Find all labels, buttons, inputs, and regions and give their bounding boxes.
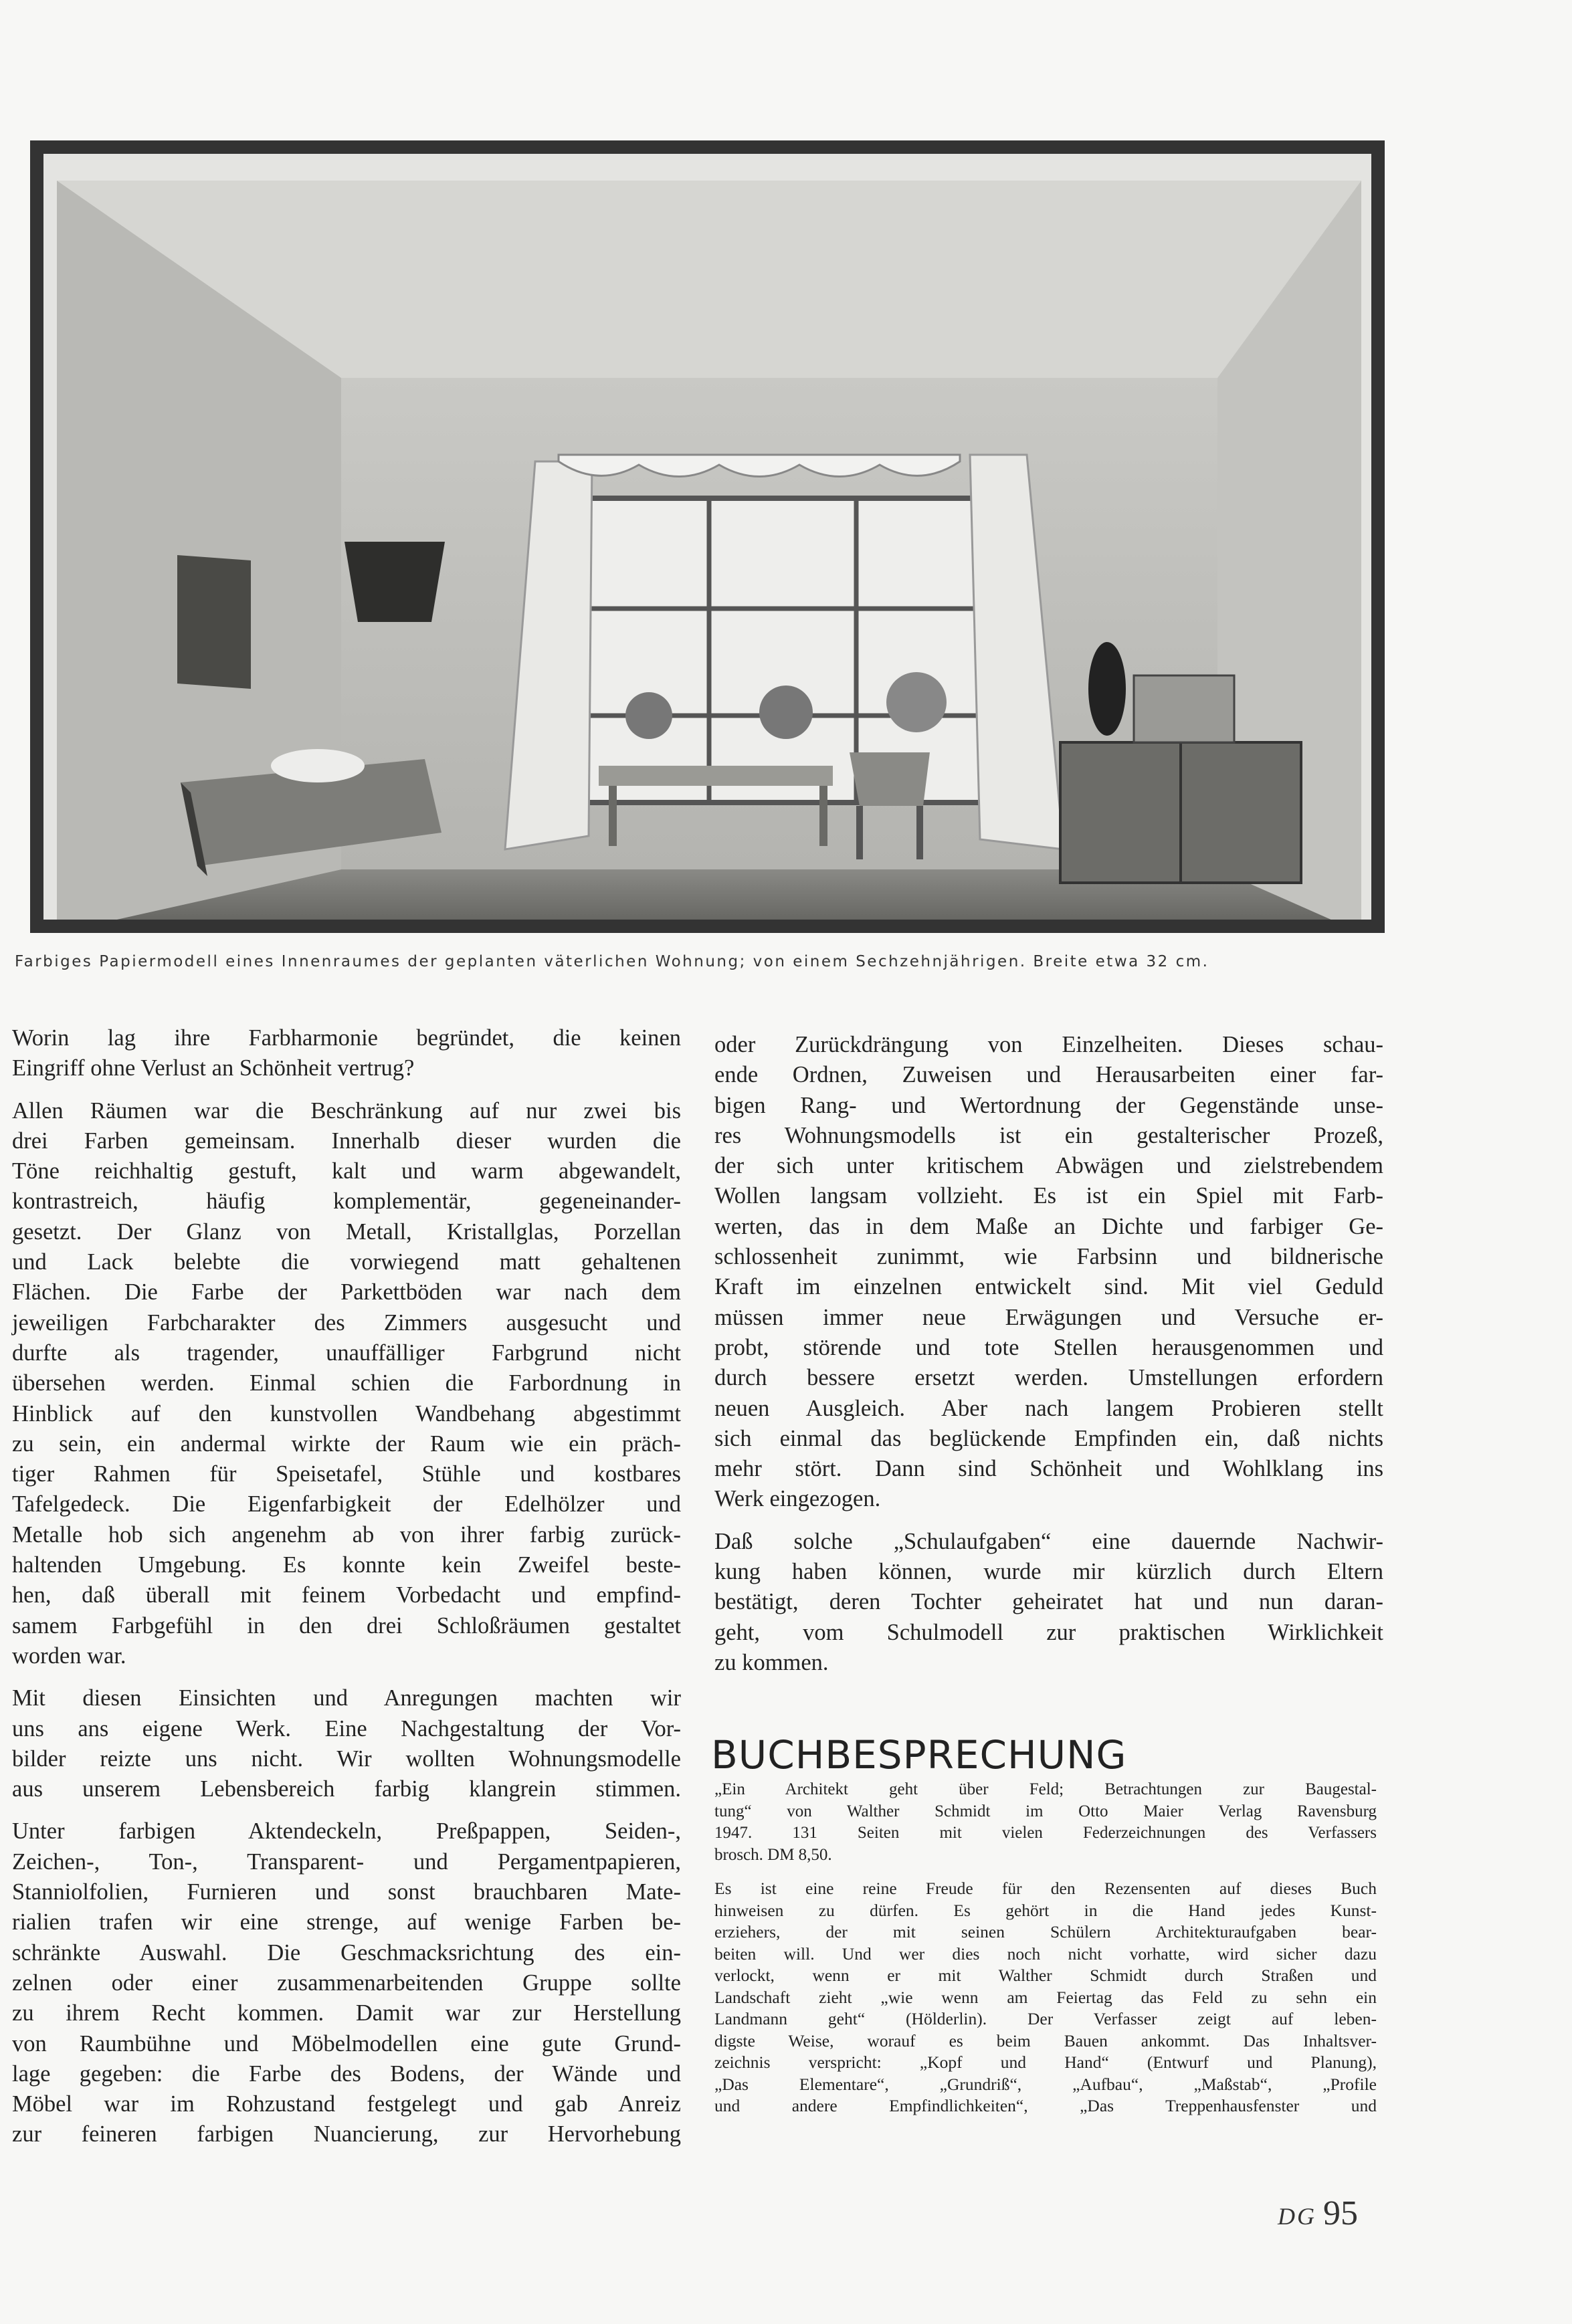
text-line: werten, das in dem Maße an Dichte und farbiger Ge- <box>714 1213 1383 1239</box>
text-line: aus unserem Lebensbereich farbig klangrein stimmen. <box>12 1776 681 1802</box>
text-line: jeweiligen Farbcharakter des Zimmers ausgesucht und <box>12 1309 681 1336</box>
text-line: Wollen langsam vollzieht. Es ist ein Spiel mit Farb- <box>714 1183 1383 1209</box>
text-line: bilder reizte uns nicht. Wir wollten Wohnungsmodelle <box>12 1746 681 1772</box>
text-line: mehr stört. Dann sind Schönheit und Wohlklang ins <box>714 1456 1383 1482</box>
page-number: 95 <box>1323 2194 1358 2232</box>
text-line: Eingriff ohne Verlust an Schönheit vertrug? <box>12 1055 415 1081</box>
text-line: bestätigt, deren Tochter geheiratet hat und nun daran- <box>714 1589 1383 1615</box>
text-line: durfte als tragender, unauffälliger Farbgrund nicht <box>12 1340 681 1366</box>
text-line: neuen Ausgleich. Aber nach langem Probieren stellt <box>714 1395 1383 1421</box>
text-line: samem Farbgefühl in den drei Schloßräumen gestaltet <box>12 1612 681 1639</box>
journal-abbreviation: DG <box>1278 2203 1316 2230</box>
text-line: Landschaft zieht „wie wenn am Feiertag das Feld zu sehn ein <box>714 1987 1377 2007</box>
text-line: „Ein Architekt geht über Feld; Betrachtungen zur Baugestal- <box>714 1780 1377 1798</box>
text-line: tung“ von Walther Schmidt im Otto Maier Verlag Ravensburg <box>714 1802 1377 1820</box>
text-line: erziehers, der mit seinen Schülern Architekturaufgaben bear- <box>714 1922 1377 1941</box>
paragraph <box>12 1023 681 1084</box>
page-folio <box>1278 2194 1358 2233</box>
left-text-column <box>12 1023 681 2162</box>
text-line: Worin lag ihre Farbharmonie begründet, die keinen <box>12 1025 681 1051</box>
text-line: tiger Rahmen für Speisetafel, Stühle und kostbares <box>12 1461 681 1487</box>
text-line: hen, daß überall mit feinem Vorbedacht und empfind- <box>12 1582 681 1608</box>
text-line: Kraft im einzelnen entwickelt sind. Mit viel Geduld <box>714 1274 1383 1300</box>
text-line: Stanniolfolien, Furnieren und sonst brauchbaren Mate- <box>12 1879 681 1905</box>
text-line: „Das Elementare“, „Grundriß“, „Aufbau“, „Maßstab“, „Profile <box>714 2074 1377 2094</box>
text-line: der sich unter kritischem Abwägen und zielstrebendem <box>714 1153 1383 1179</box>
photo-caption: Farbiges Papiermodell eines Innenraumes der geplanten väterlichen Wohnung; von einem Sechzehnjährigen. Breite etwa 32 cm. <box>15 953 1209 970</box>
text-line: lage gegeben: die Farbe des Bodens, der Wände und <box>12 2061 681 2087</box>
text-line: schlossenheit zunimmt, wie Farbsinn und bildnerische <box>714 1244 1383 1270</box>
text-line: worden war. <box>12 1643 126 1669</box>
text-line: haltenden Umgebung. Es konnte kein Zweifel beste- <box>12 1552 681 1578</box>
book-review <box>714 1779 1377 2117</box>
text-line: zeichnis verspricht: „Kopf und Hand“ (Entwurf und Planung), <box>714 2052 1377 2072</box>
text-line: brosch. DM 8,50. <box>714 1845 832 1864</box>
text-line: zelnen oder einer zusammenarbeitenden Gruppe sollte <box>12 1970 681 1996</box>
text-line: Metalle hob sich angenehm ab von ihrer farbig zurück- <box>12 1521 681 1548</box>
paragraph <box>714 1527 1383 1678</box>
right-text-column <box>714 1030 1383 1690</box>
paragraph <box>12 1816 681 2149</box>
text-line: beiten will. Und wer dies noch nicht vorhatte, wird sicher dazu <box>714 1943 1377 1964</box>
text-line: Landmann geht“ (Hölderlin). Der Verfasser zeigt auf leben- <box>714 2009 1377 2028</box>
text-line: Hinblick auf den kunstvollen Wandbehang abgestimmt <box>12 1400 681 1427</box>
text-line: schränkte Auswahl. Die Geschmacksrichtung des ein- <box>12 1939 681 1966</box>
review-text <box>714 1878 1377 2117</box>
text-line: Mit diesen Einsichten und Anregungen machten wir <box>12 1685 681 1711</box>
text-line: ende Ordnen, Zuweisen und Herausarbeiten einer far- <box>714 1062 1383 1088</box>
text-line: bigen Rang- und Wertordnung der Gegenstände unse- <box>714 1092 1383 1118</box>
text-line: zur feineren farbigen Nuancierung, zur Hervorhebung <box>12 2121 681 2147</box>
paragraph <box>12 1096 681 1672</box>
text-line: Zeichen-, Ton-, Transparent- und Pergamentpapieren, <box>12 1848 681 1875</box>
text-line: übersehen werden. Einmal schien die Farbordnung in <box>12 1370 681 1396</box>
text-line: geht, vom Schulmodell zur praktischen Wirklichkeit <box>714 1619 1383 1645</box>
text-line: hinweisen zu dürfen. Es gehört in die Hand jedes Kunst- <box>714 1900 1377 1920</box>
text-line: Es ist eine reine Freude für den Rezensenten auf dieses Buch <box>714 1879 1377 1898</box>
text-line: zu kommen. <box>714 1649 829 1675</box>
text-line: Daß solche „Schulaufgaben“ eine dauernde Nachwir- <box>714 1528 1383 1554</box>
text-line: zu ihrem Recht kommen. Damit war zur Herstellung <box>12 2000 681 2026</box>
text-line: zu sein, ein andermal wirkte der Raum wie ein präch- <box>12 1431 681 1457</box>
text-line: oder Zurückdrängung von Einzelheiten. Dieses schau- <box>714 1032 1383 1057</box>
text-line: Unter farbigen Aktendeckeln, Preßpappen, Seiden-, <box>12 1818 681 1844</box>
text-line: durch bessere ersetzt werden. Umstellungen erfordern <box>714 1365 1383 1391</box>
text-line: res Wohnungsmodells ist ein gestalterischer Prozeß, <box>714 1122 1383 1148</box>
text-line: sich einmal das beglückende Empfinden ein, daß nichts <box>714 1425 1383 1451</box>
paragraph <box>714 1030 1383 1515</box>
text-line: 1947. 131 Seiten mit vielen Federzeichnungen des Verfassers <box>714 1824 1377 1842</box>
review-book-info <box>714 1779 1377 1866</box>
text-line: Möbel war im Rohzustand festgelegt und gab Anreiz <box>12 2091 681 2117</box>
text-line: Flächen. Die Farbe der Parkettböden war nach dem <box>12 1279 681 1305</box>
text-line: und andere Empfindlichkeiten“, „Das Treppenhausfenster und <box>714 2096 1377 2115</box>
interior-model-photo <box>30 140 1385 933</box>
text-line: und Lack belebte die vorwiegend matt gehaltenen <box>12 1249 681 1275</box>
paragraph <box>12 1683 681 1804</box>
text-line: uns ans eigene Werk. Eine Nachgestaltung der Vor- <box>12 1715 681 1741</box>
text-line: digste Weise, worauf es beim Bauen ankommt. Das Inhaltsver- <box>714 2030 1377 2050</box>
text-line: kung haben können, wurde mir kürzlich durch Eltern <box>714 1559 1383 1585</box>
text-line: drei Farben gemeinsam. Innerhalb dieser wurden die <box>12 1128 681 1154</box>
text-line: von Raumbühne und Möbelmodellen eine gute Grund- <box>12 2030 681 2056</box>
text-line: rialien trafen wir eine strenge, auf wenige Farben be- <box>12 1909 681 1935</box>
text-line: Töne reichhaltig gestuft, kalt und warm abgewandelt, <box>12 1158 681 1184</box>
text-line: probt, störende und tote Stellen herausgenommen und <box>714 1334 1383 1360</box>
text-line: Allen Räumen war die Beschränkung auf nur zwei bis <box>12 1097 681 1124</box>
text-line: müssen immer neue Erwägungen und Versuche er- <box>714 1304 1383 1330</box>
text-line: Werk eingezogen. <box>714 1486 881 1512</box>
review-heading: BUCHBESPRECHUNG <box>711 1732 1127 1778</box>
text-line: verlockt, wenn er mit Walther Schmidt durch Straßen und <box>714 1966 1377 1985</box>
text-line: Tafelgedeck. Die Eigenfarbigkeit der Edelhölzer und <box>12 1491 681 1517</box>
text-line: gesetzt. Der Glanz von Metall, Kristallglas, Porzellan <box>12 1219 681 1245</box>
text-line: kontrastreich, häufig komplementär, gegeneinander- <box>12 1188 681 1214</box>
